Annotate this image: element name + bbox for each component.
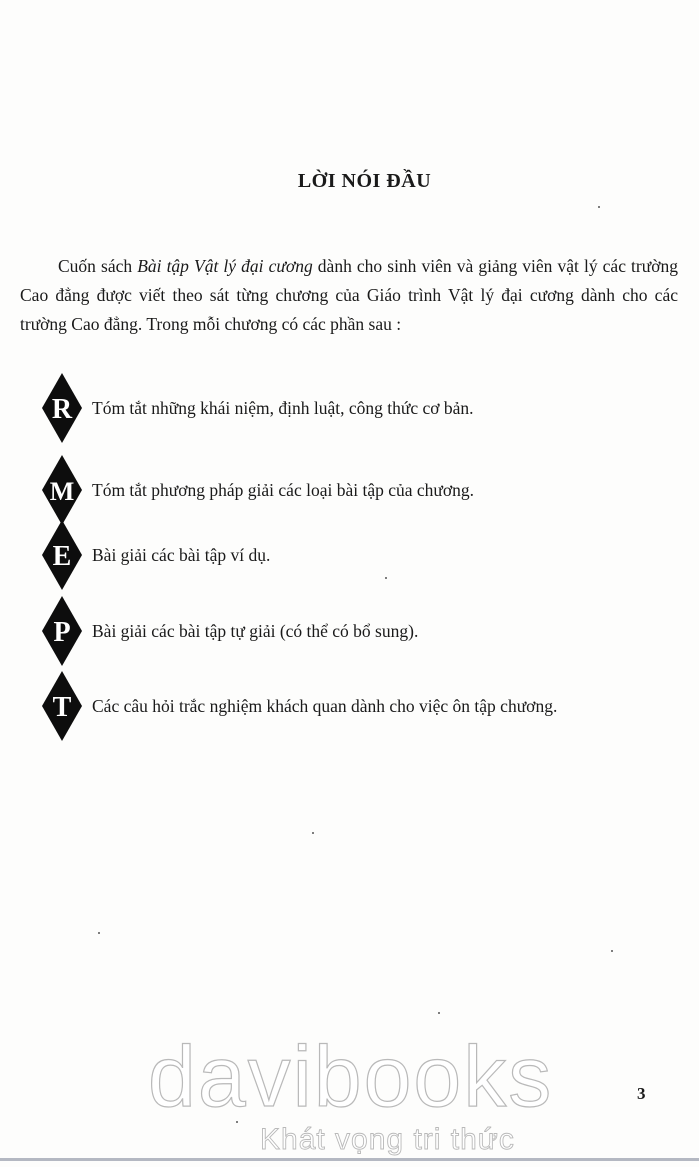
watermark-tagline: Khát vọng tri thức	[260, 1123, 515, 1156]
section-text: Các câu hỏi trắc nghiệm khách quan dành cho việc ôn tập chương.	[92, 695, 558, 716]
diamond-p-icon	[42, 596, 82, 666]
scan-speck	[98, 932, 100, 934]
section-text: Bài giải các bài tập tự giải (có thể có bổ sung).	[92, 620, 419, 641]
intro-rest: dành cho sinh viên và giảng viên vật lý các trường Cao đẳng được viết theo sát từng chương của Giáo trình Vật lý đại cương dành cho các trường Cao đẳng. Trong mỗi chương có các phần sau :	[20, 256, 678, 334]
page-number: 3	[637, 1084, 646, 1103]
diamond-t-icon	[42, 671, 82, 741]
intro-paragraph	[20, 252, 678, 339]
section-letter: R	[51, 394, 73, 425]
section-text: Tóm tắt phương pháp giải các loại bài tập của chương.	[92, 479, 475, 500]
section-item-t	[42, 671, 662, 741]
section-item-e	[42, 520, 662, 590]
watermark-brand: davibooks	[148, 1029, 554, 1125]
bottom-divider	[0, 1158, 699, 1161]
page-heading: LỜI NÓI ĐẦU	[297, 170, 432, 192]
section-text: Tóm tắt những khái niệm, định luật, công thức cơ bản.	[92, 397, 474, 418]
section-letter: M	[49, 477, 75, 506]
section-item-r	[42, 373, 662, 443]
diamond-e-icon	[42, 520, 82, 590]
section-letter: T	[52, 692, 72, 723]
scan-speck	[598, 206, 600, 208]
section-letter: E	[52, 541, 72, 572]
section-letter: P	[53, 617, 71, 648]
davibooks-watermark	[148, 1028, 568, 1168]
scan-speck	[438, 1012, 440, 1014]
intro-lead: Cuốn sách	[58, 256, 138, 276]
diamond-m-icon	[42, 455, 82, 525]
section-text: Bài giải các bài tập ví dụ.	[92, 544, 271, 565]
diamond-r-icon	[42, 373, 82, 443]
scan-speck	[611, 950, 613, 952]
scan-speck	[312, 832, 314, 834]
section-item-m	[42, 455, 662, 525]
scan-speck	[385, 577, 387, 579]
section-item-p	[42, 596, 662, 666]
book-title: Bài tập Vật lý đại cương	[137, 256, 313, 276]
scan-speck	[236, 1121, 238, 1123]
